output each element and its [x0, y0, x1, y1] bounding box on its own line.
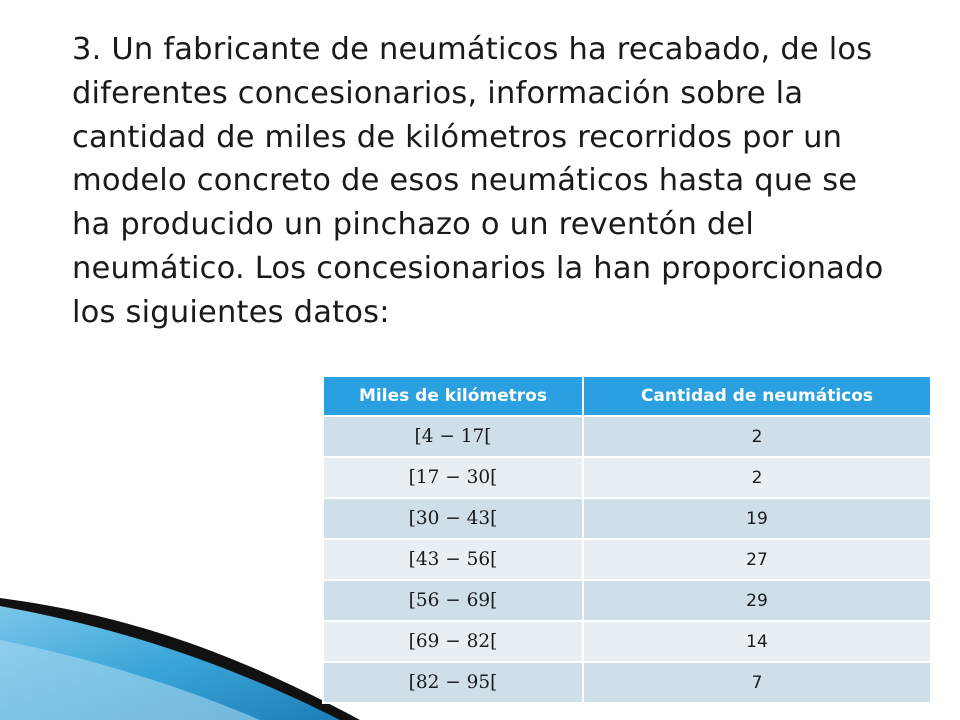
table-row — [323, 498, 931, 539]
cell-count: 29 — [583, 580, 931, 621]
cell-count: 14 — [583, 621, 931, 662]
cell-count: 7 — [583, 662, 931, 703]
cell-count: 2 — [583, 416, 931, 457]
table-row — [323, 416, 931, 457]
cell-count: 2 — [583, 457, 931, 498]
problem-statement: 3. Un fabricante de neumáticos ha recabado, de los diferentes concesionarios, información sobre la cantidad de miles de kilómetros recorridos por un modelo concreto de esos neumáticos hasta que se ha producido un pinchazo o un reventón del neumático. Los concesionarios la han proporcionado los siguientes datos: — [72, 32, 884, 330]
table-row — [323, 621, 931, 662]
cell-interval: [56 − 69[ — [323, 580, 583, 621]
cell-count: 19 — [583, 498, 931, 539]
header-count: Cantidad de neumáticos — [583, 376, 931, 416]
table-header-row — [323, 376, 931, 416]
table-row — [323, 539, 931, 580]
data-table — [322, 375, 932, 704]
table-row — [323, 580, 931, 621]
cell-interval: [82 − 95[ — [323, 662, 583, 703]
cell-interval: [43 − 56[ — [323, 539, 583, 580]
cell-interval: [17 − 30[ — [323, 457, 583, 498]
table-row — [323, 457, 931, 498]
cell-interval: [30 − 43[ — [323, 498, 583, 539]
cell-interval: [69 − 82[ — [323, 621, 583, 662]
cell-interval: [4 − 17[ — [323, 416, 583, 457]
table-row — [323, 662, 931, 703]
header-km: Miles de kilómetros — [323, 376, 583, 416]
cell-count: 27 — [583, 539, 931, 580]
